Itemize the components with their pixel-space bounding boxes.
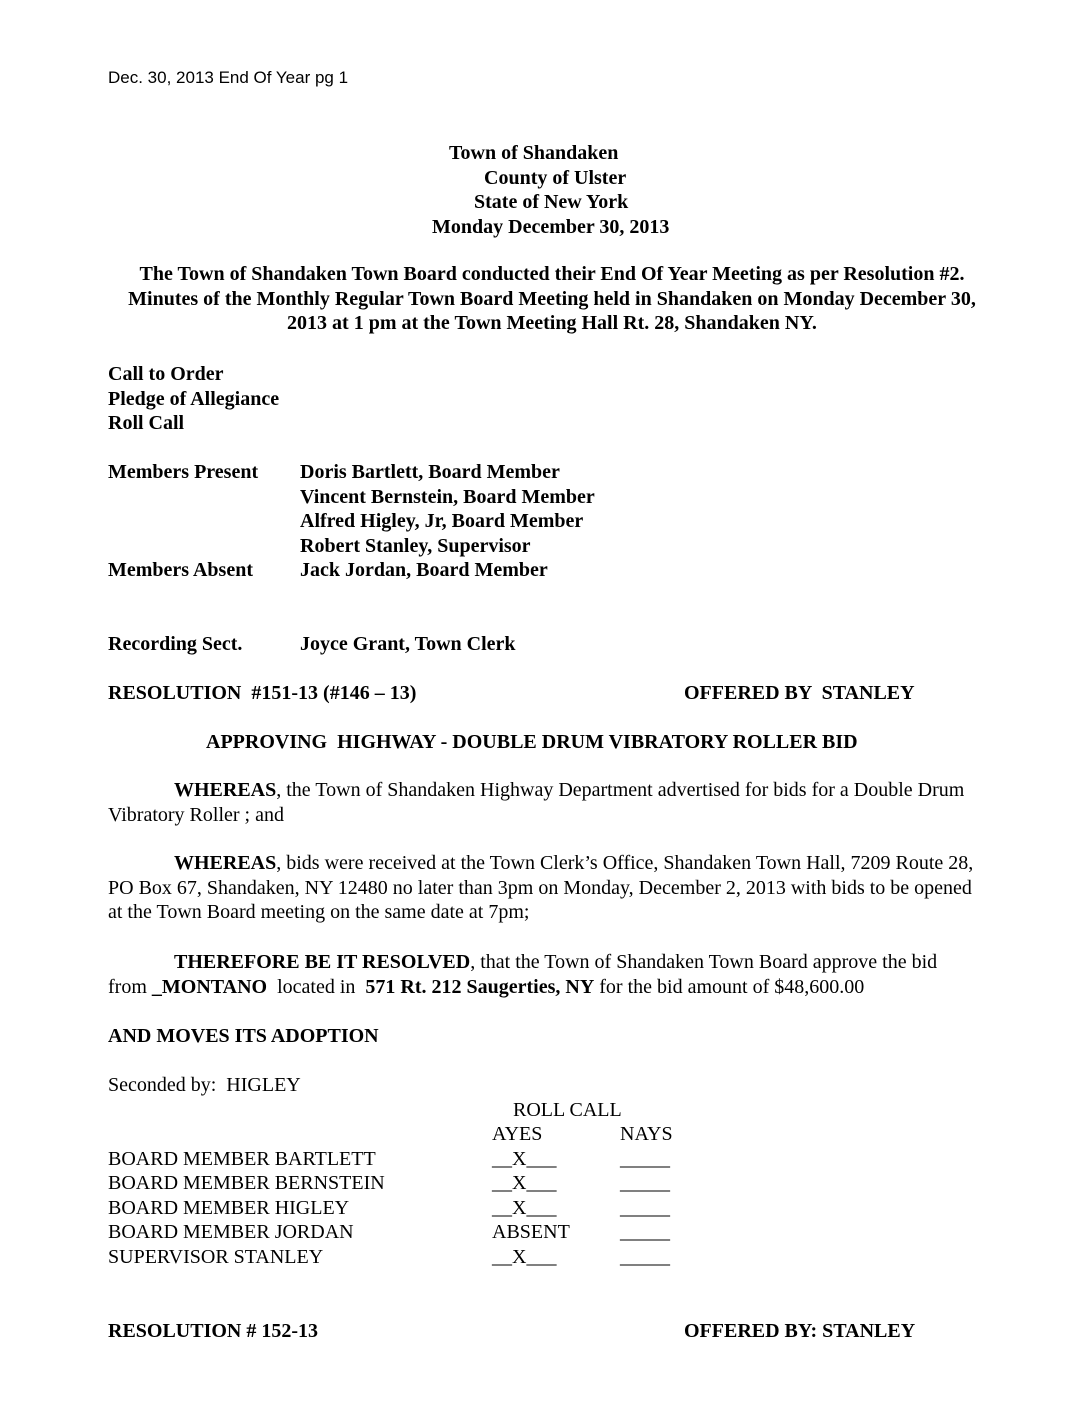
resolved-text-1: , that the Town of Shandaken Town Board approve the bid from	[108, 951, 943, 998]
resolved-bold: THEREFORE BE IT RESOLVED	[174, 951, 471, 973]
resolved-text-3: for the bid amount of $48,600.00	[594, 975, 865, 998]
whereas-2-text: , bids were received at the Town Clerk’s Office, Shandaken Town Hall, 7209 Route 28, PO Box 67, Shandaken, NY 12480 no later than 3pm on Monday, December 2, 2013 with bids to be opened at the Town Board meeting on the same date at 7pm;	[108, 852, 974, 923]
ayes-header: AYES	[492, 1123, 543, 1145]
agenda-pledge: Pledge of Allegiance	[108, 388, 280, 410]
vendor-name: _MONTANO	[151, 975, 268, 998]
resolution-152-offered-by: OFFERED BY: STANLEY	[684, 1320, 916, 1342]
seconded-by: Seconded by: HIGLEY	[108, 1074, 301, 1096]
roll-call-member: SUPERVISOR STANLEY	[108, 1246, 324, 1268]
whereas-paragraph-1	[108, 778, 978, 827]
title-date: Monday December 30, 2013	[432, 215, 670, 238]
whereas-2-bold: WHEREAS	[174, 852, 277, 874]
roll-call-member: BOARD MEMBER BARTLETT	[108, 1148, 376, 1170]
whereas-1-bold: WHEREAS	[174, 779, 277, 801]
resolution-151-heading: APPROVING HIGHWAY - DOUBLE DRUM VIBRATORY ROLLER BID	[206, 731, 858, 753]
title-town: Town of Shandaken	[449, 142, 619, 164]
roll-call-nay: _____	[620, 1197, 670, 1219]
roll-call-nay: _____	[620, 1172, 670, 1194]
recording-secretary: Joyce Grant, Town Clerk	[300, 633, 516, 655]
title-state: State of New York	[474, 191, 629, 213]
roll-call-member: BOARD MEMBER BERNSTEIN	[108, 1172, 385, 1194]
resolution-151-number: RESOLUTION #151-13 (#146 – 13)	[108, 682, 417, 704]
member-present-4: Robert Stanley, Supervisor	[300, 535, 531, 557]
members-present-label: Members Present	[108, 461, 259, 483]
page-header: Dec. 30, 2013 End Of Year pg 1	[108, 68, 349, 87]
member-present-2: Vincent Bernstein, Board Member	[300, 486, 595, 508]
roll-call-aye: __X___	[492, 1148, 557, 1170]
meeting-intro: The Town of Shandaken Town Board conducted their End Of Year Meeting as per Resolution #2. Minutes of the Monthly Regular Town Board Meeting held in Shandaken on Monday December 30, 2013 at 1 pm at the Town Meeting Hall Rt. 28, Shandaken NY.	[128, 263, 976, 334]
recording-label: Recording Sect.	[108, 633, 243, 655]
roll-call-nay: _____	[620, 1246, 670, 1268]
roll-call-member: BOARD MEMBER JORDAN	[108, 1221, 354, 1243]
resolved-paragraph	[108, 950, 978, 999]
members-absent-label: Members Absent	[108, 559, 253, 581]
agenda-roll-call: Roll Call	[108, 412, 185, 434]
roll-call-nay: _____	[620, 1221, 670, 1243]
resolution-151-offered-by: OFFERED BY STANLEY	[684, 682, 915, 704]
roll-call-aye: __X___	[492, 1246, 557, 1268]
resolved-text-2: located in	[267, 975, 366, 998]
roll-call-member: BOARD MEMBER HIGLEY	[108, 1197, 350, 1219]
roll-call-nay: _____	[620, 1148, 670, 1170]
member-present-1: Doris Bartlett, Board Member	[300, 461, 560, 483]
adoption-statement: AND MOVES ITS ADOPTION	[108, 1025, 379, 1047]
document-title	[0, 141, 1088, 239]
roll-call-aye: __X___	[492, 1197, 557, 1219]
resolution-152-number: RESOLUTION # 152-13	[108, 1320, 319, 1342]
whereas-1-text: , the Town of Shandaken Highway Department advertised for bids for a Double Drum Vibratory Roller ; and	[108, 779, 965, 826]
roll-call-aye: __X___	[492, 1172, 557, 1194]
member-absent-1: Jack Jordan, Board Member	[300, 559, 548, 581]
agenda-call-to-order: Call to Order	[108, 363, 224, 385]
member-present-3: Alfred Higley, Jr, Board Member	[300, 510, 584, 532]
whereas-paragraph-2	[108, 851, 978, 925]
nays-header: NAYS	[620, 1123, 673, 1145]
title-county: County of Ulster	[484, 166, 627, 189]
roll-call-title: ROLL CALL	[513, 1099, 622, 1121]
vendor-address: 571 Rt. 212 Saugerties, NY	[365, 975, 595, 998]
roll-call-aye: ABSENT	[492, 1221, 570, 1243]
